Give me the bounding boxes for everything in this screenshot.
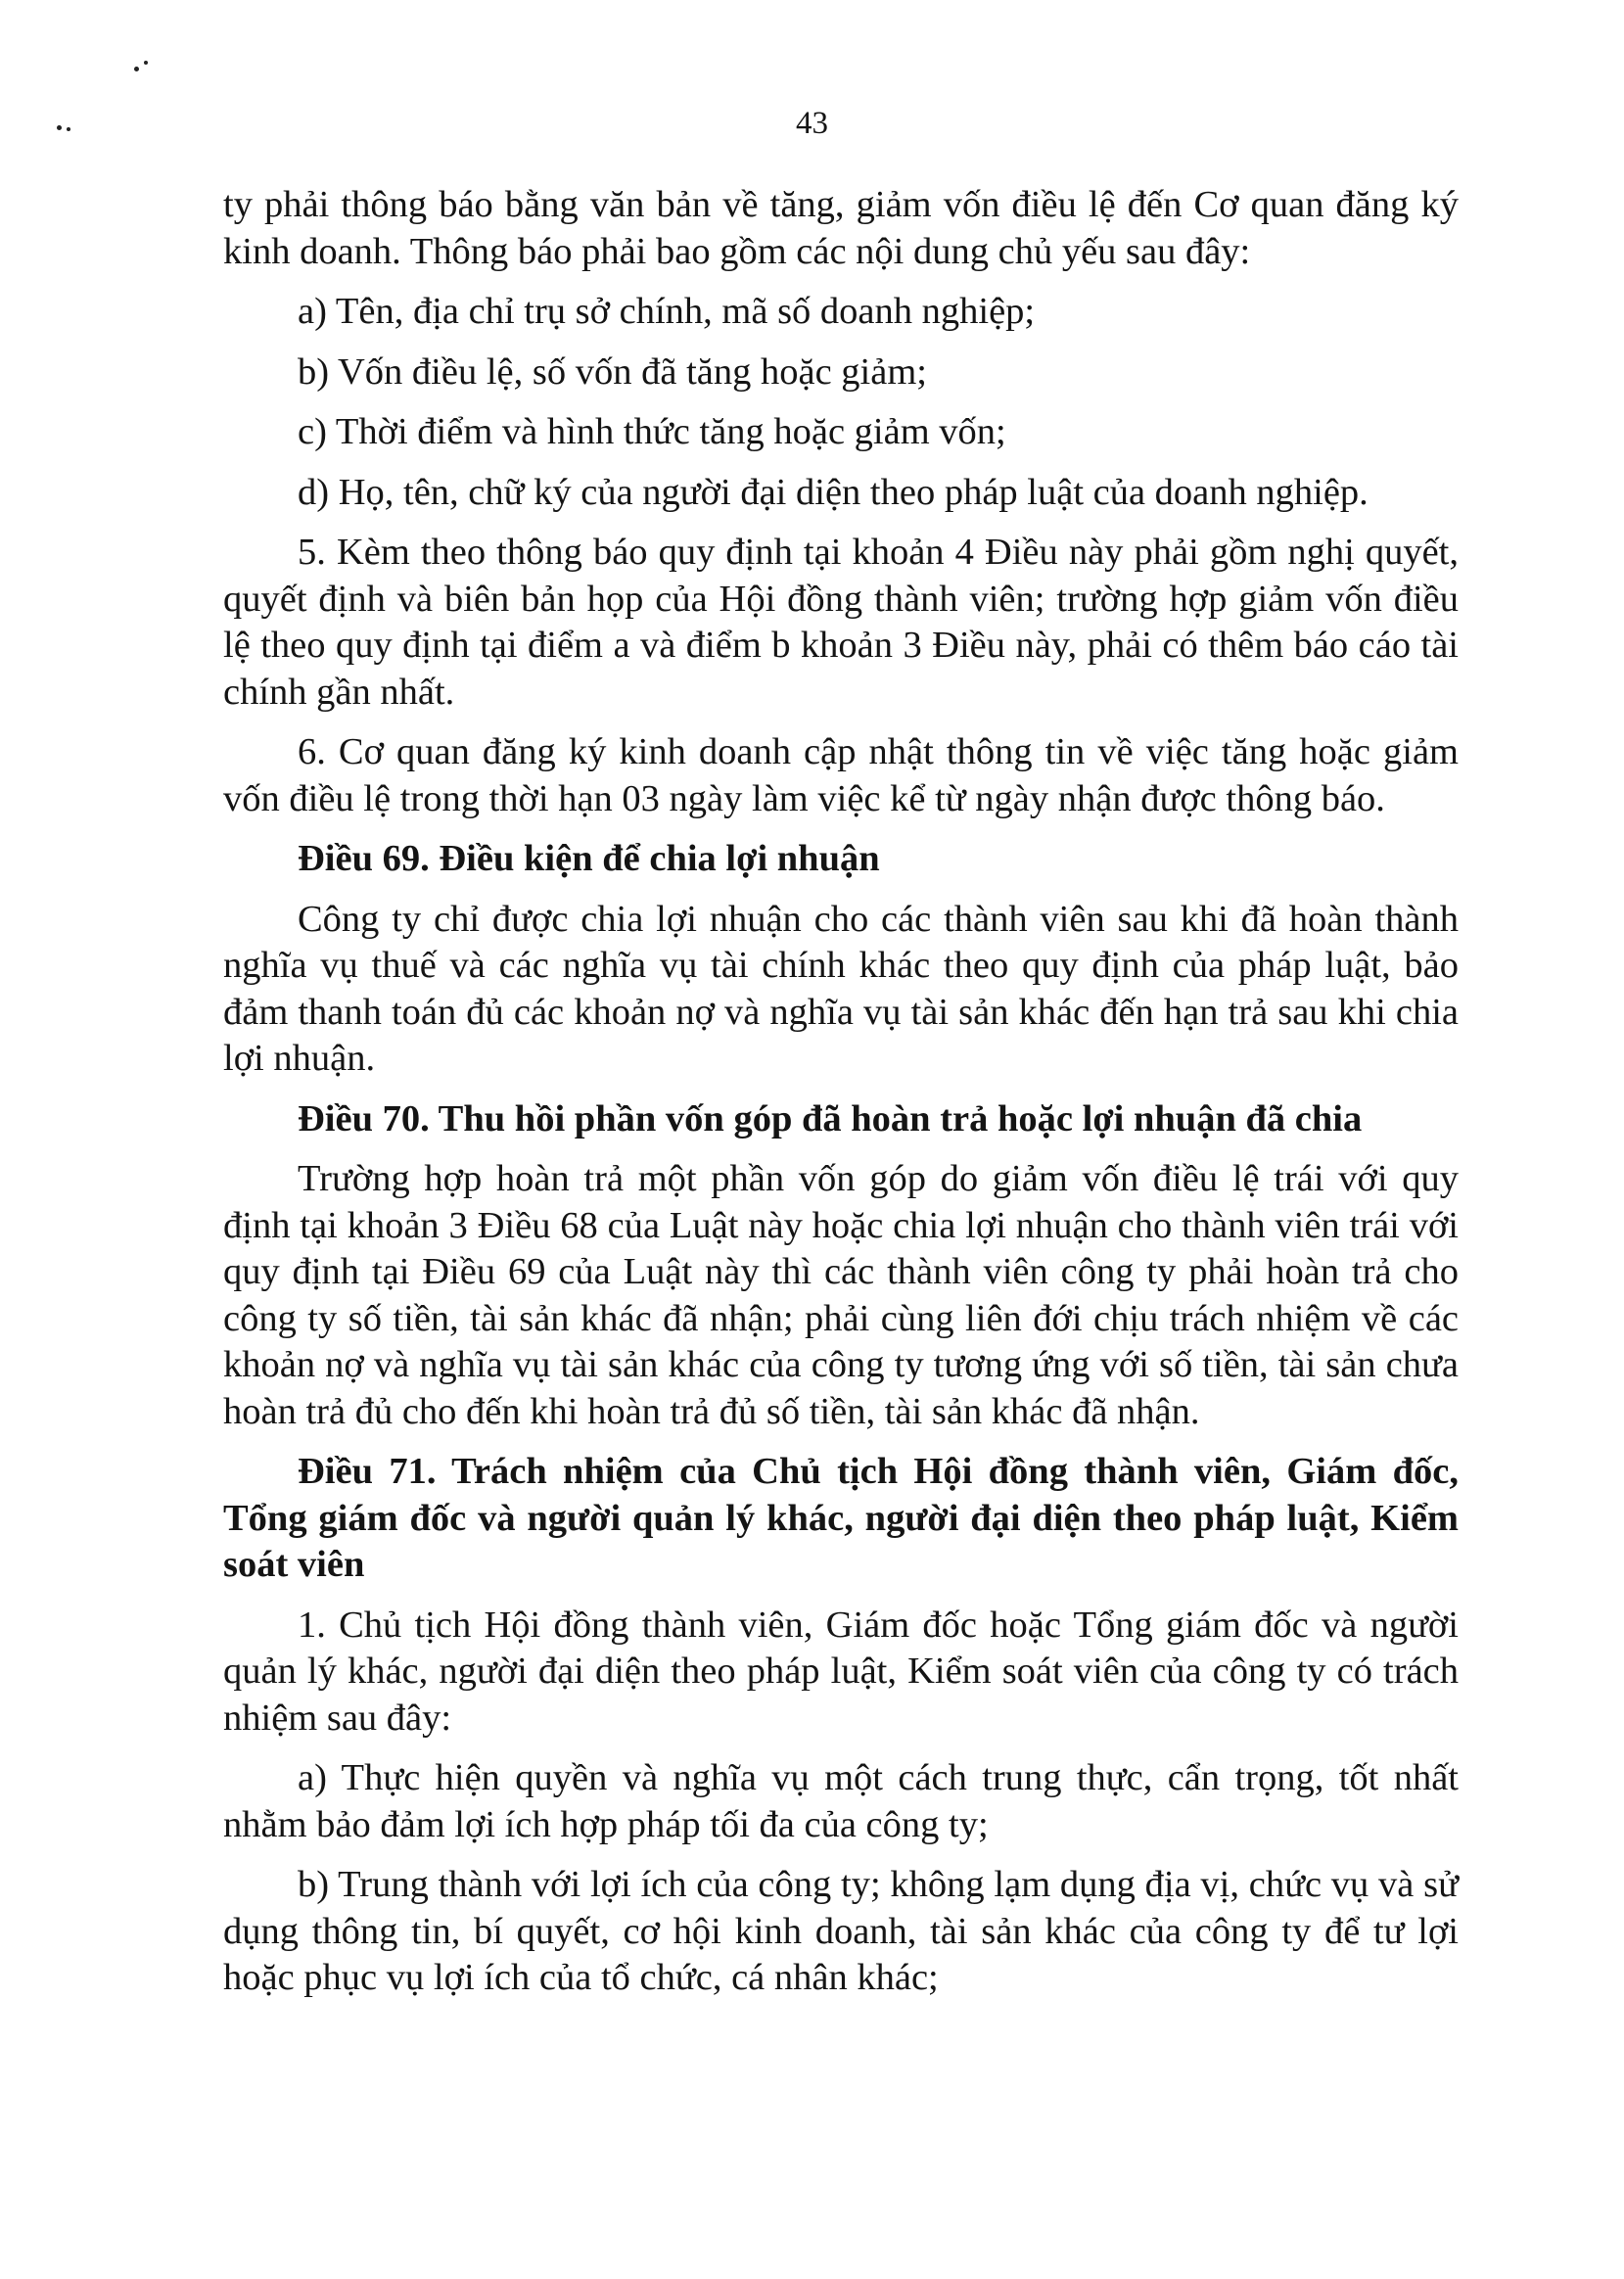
article-71-point-b: b) Trung thành với lợi ích của công ty; không lạm dụng địa vị, chức vụ và sử dụng thông tin, bí quyết, cơ hội kinh doanh, tài sản khác của công ty để tư lợi hoặc phục vụ lợi ích của tổ chức, cá nhân khác; — [223, 1864, 1459, 1998]
list-item: b) Vốn điều lệ, số vốn đã tăng hoặc giảm; — [298, 350, 927, 393]
scan-speck — [134, 67, 139, 71]
article-70-body: Trường hợp hoàn trả một phần vốn góp do giảm vốn điều lệ trái với quy định tại khoản 3 Điều 68 của Luật này hoặc chia lợi nhuận cho thành viên trái với quy định tại Điều 69 của Luật này thì các thành viên công ty phải hoàn trả cho công ty số tiền, tài sản khác đã nhận; phải cùng liên đới chịu trách nhiệm về các khoản nợ và nghĩa vụ tài sản khác của công ty tương ứng với số tiền, tài sản chưa hoàn trả đủ cho đến khi hoàn trả đủ số tiền, tài sản khác đã nhận. — [223, 1158, 1459, 1432]
list-item: a) Tên, địa chỉ trụ sở chính, mã số doanh nghiệp; — [298, 291, 1036, 332]
list-item: c) Thời điểm và hình thức tăng hoặc giảm vốn; — [298, 411, 1006, 452]
clause-6: 6. Cơ quan đăng ký kinh doanh cập nhật thông tin về việc tăng hoặc giảm vốn điều lệ trong thời hạn 03 ngày làm việc kể từ ngày nhận được thông báo. — [223, 731, 1459, 819]
paragraph-continued: ty phải thông báo bằng văn bản về tăng, giảm vốn điều lệ đến Cơ quan đăng ký kinh doanh. Thông báo phải bao gồm các nội dung chủ yếu sau đây: — [223, 184, 1459, 272]
article-71-clause-1: 1. Chủ tịch Hội đồng thành viên, Giám đốc hoặc Tổng giám đốc và người quản lý khác, người đại diện theo pháp luật, Kiểm soát viên của công ty có trách nhiệm sau đây: — [223, 1604, 1459, 1739]
clause-5: 5. Kèm theo thông báo quy định tại khoản 4 Điều này phải gồm nghị quyết, quyết định và biên bản họp của Hội đồng thành viên; trường hợp giảm vốn điều lệ theo quy định tại điểm a và điểm b khoản 3 Điều này, phải có thêm báo cáo tài chính gần nhất. — [223, 532, 1459, 713]
article-71-heading: Điều 71. Trách nhiệm của Chủ tịch Hội đồng thành viên, Giám đốc, Tổng giám đốc và người quản lý khác, người đại diện theo pháp luật, Kiểm soát viên — [223, 1451, 1459, 1585]
list-item: d) Họ, tên, chữ ký của người đại diện theo pháp luật của doanh nghiệp. — [298, 471, 1369, 513]
article-71-point-a: a) Thực hiện quyền và nghĩa vụ một cách trung thực, cẩn trọng, tốt nhất nhằm bảo đảm lợi ích hợp pháp tối đa của công ty; — [223, 1757, 1459, 1845]
page-number: 43 — [796, 106, 828, 141]
notification-contents-list — [223, 289, 1459, 516]
article-69-body: Công ty chỉ được chia lợi nhuận cho các thành viên sau khi đã hoàn thành nghĩa vụ thuế và các nghĩa vụ tài chính khác theo quy định của pháp luật, bảo đảm thanh toán đủ các khoản nợ và nghĩa vụ tài sản khác đến hạn trả sau khi chia lợi nhuận. — [223, 898, 1459, 1079]
document-body — [223, 182, 1459, 2016]
scan-speck — [144, 61, 148, 65]
article-70-heading: Điều 70. Thu hồi phần vốn góp đã hoàn trả hoặc lợi nhuận đã chia — [298, 1097, 1363, 1140]
article-69-heading: Điều 69. Điều kiện để chia lợi nhuận — [298, 838, 880, 879]
